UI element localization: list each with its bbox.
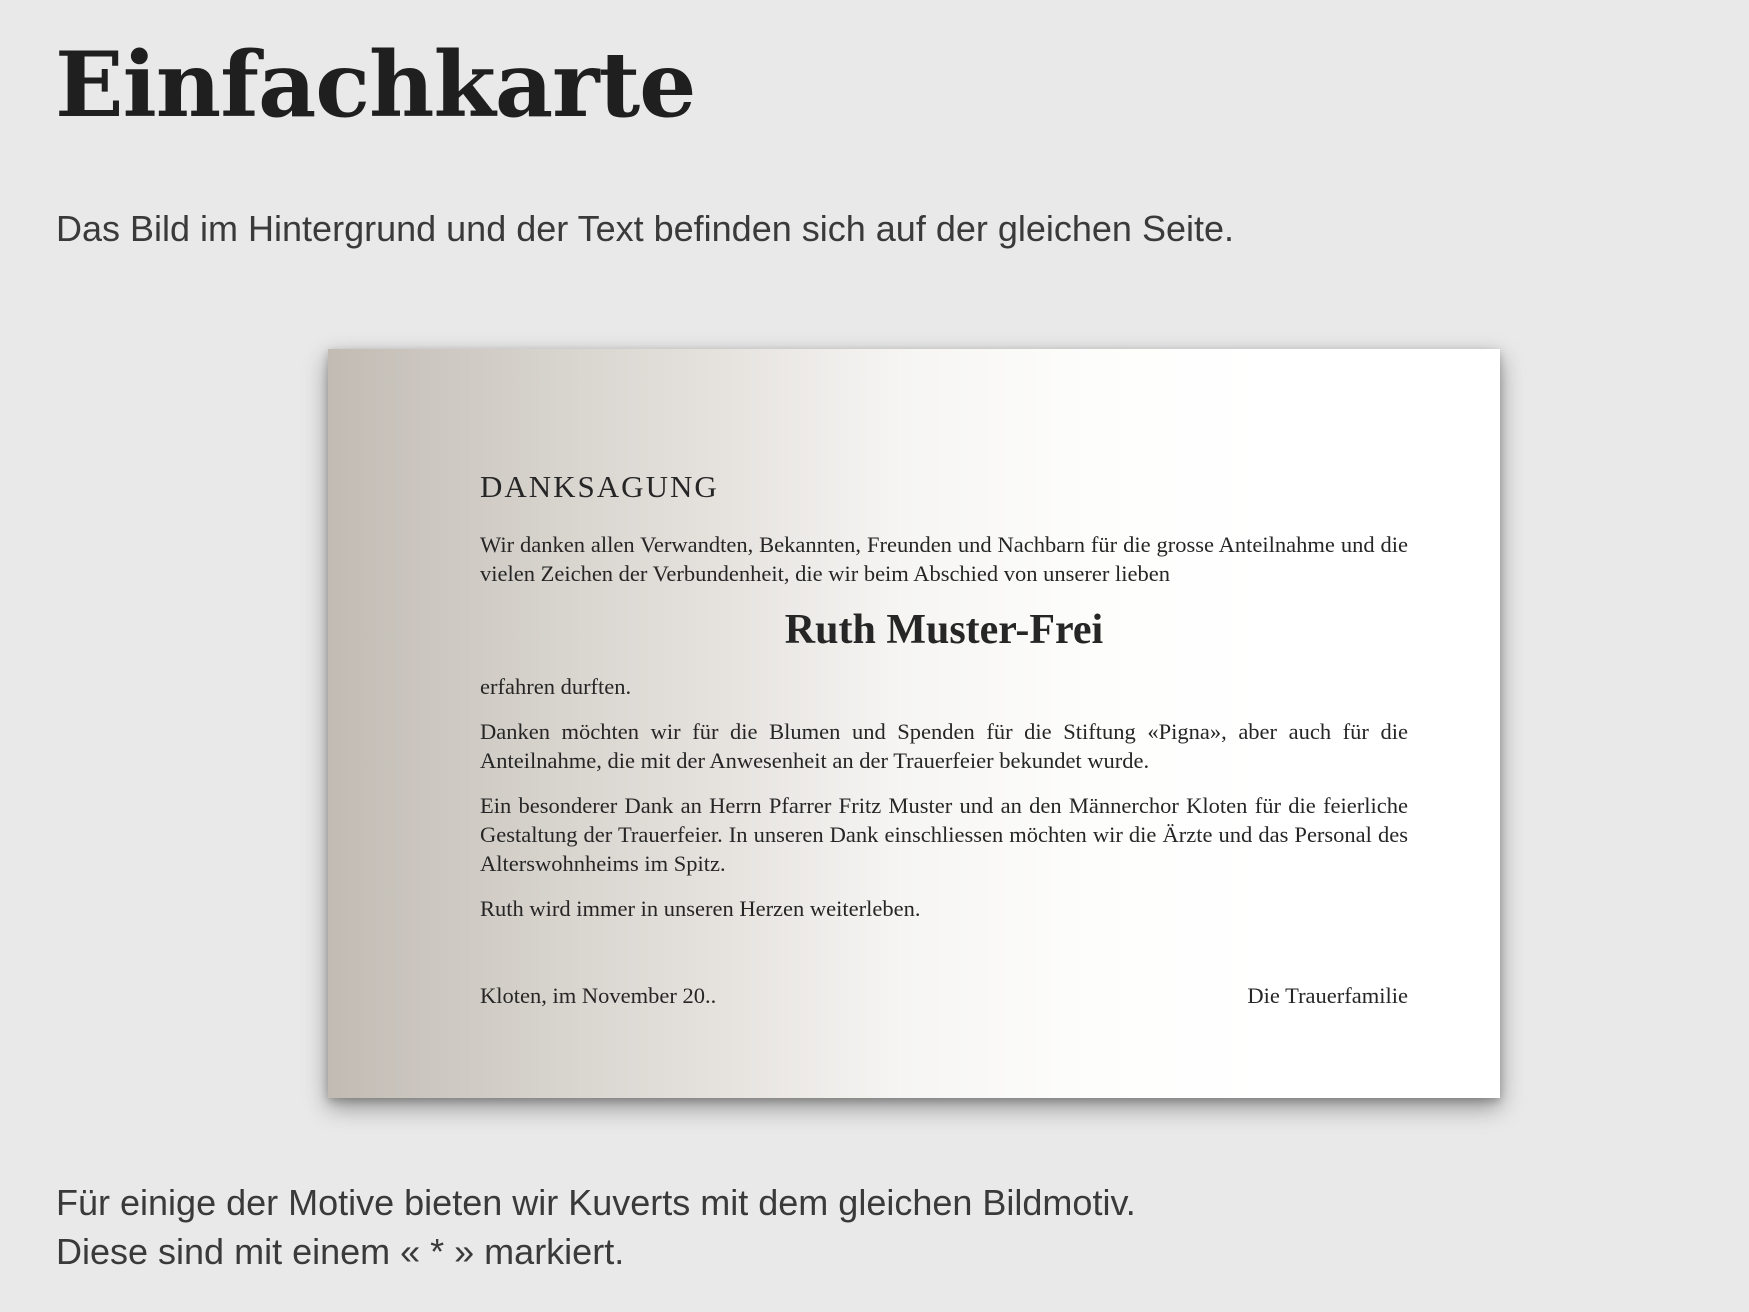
card-signature: Die Trauerfamilie <box>1247 983 1408 1008</box>
card-memory-line: Ruth wird immer in unseren Herzen weiterleben. <box>480 896 921 921</box>
footer-note-line1: Für einige der Motive bieten wir Kuverts mit dem gleichen Bildmotiv. <box>56 1182 1136 1223</box>
deceased-name: Ruth Muster-Frei <box>784 607 1104 653</box>
card-intro-paragraph: Wir danken allen Verwandten, Bekannten, Freunden und Nachbarn für die grosse Anteilnahme und die vielen Zeichen der Verbundenheit, die wir beim Abschied von unserer lieben <box>480 532 1408 586</box>
page-title: Einfachkarte <box>55 32 696 138</box>
card-thanks-flowers-paragraph: Danken möchten wir für die Blumen und Spenden für die Stiftung «Pigna», aber auch für die Anteilnahme, die mit der Anwesenheit an der Trauerfeier bekundet wurde. <box>480 719 1408 773</box>
card-after-name-line: erfahren durften. <box>480 674 632 699</box>
card-preview <box>328 349 1500 1098</box>
card-heading: DANKSAGUNG <box>480 469 719 504</box>
page-subtitle: Das Bild im Hintergrund und der Text befinden sich auf der gleichen Seite. <box>56 208 1235 249</box>
card-place-date: Kloten, im November 20.. <box>480 983 717 1008</box>
card-footer-row <box>480 981 1408 1010</box>
card-thanks-pastor-paragraph: Ein besonderer Dank an Herrn Pfarrer Fritz Muster und an den Männerchor Kloten für die feierliche Gestaltung der Trauerfeier. In unseren Dank einschliessen möchten wir die Ärzte und das Personal des Alterswohnheims im Spitz. <box>480 793 1408 876</box>
footer-note-line2: Diese sind mit einem « * » markiert. <box>56 1231 625 1272</box>
card-content <box>328 349 1500 1098</box>
footer-note <box>56 1178 1136 1276</box>
